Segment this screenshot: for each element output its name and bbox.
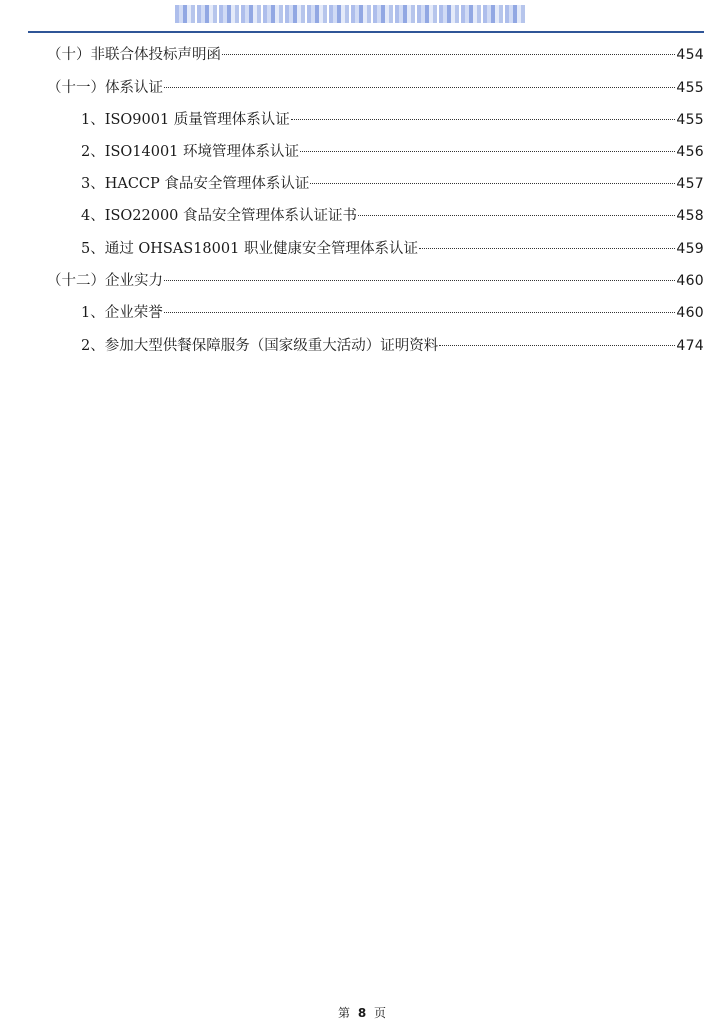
toc-entry-title: （十一）体系认证 [47,80,163,96]
toc-dot-leader [300,151,675,152]
toc-dot-leader [222,54,675,55]
toc-dot-leader [291,119,676,120]
toc-entry-page: 456 [676,144,704,160]
toc-entry-page: 458 [676,208,704,224]
footer-prefix: 第 [337,1006,350,1020]
toc-entry-title: 1、企业荣誉 [81,305,163,321]
footer-page-number: 8 [357,1006,367,1020]
toc-entry-page: 455 [676,112,704,128]
toc-entry-page: 457 [676,176,704,192]
toc-entry-title: 1、ISO9001 质量管理体系认证 [81,112,290,128]
toc-entry-title: 5、通过 OHSAS18001 职业健康安全管理体系认证 [81,241,418,257]
page-footer [0,1004,724,1021]
toc-dot-leader [358,215,675,216]
toc-entry-page: 459 [676,241,704,257]
toc-entry[interactable] [81,239,704,259]
toc-entry-page: 460 [676,305,704,321]
toc-entry-title: 3、HACCP 食品安全管理体系认证 [81,176,310,192]
toc-entry-title: 4、ISO22000 食品安全管理体系认证证书 [81,208,358,224]
toc-entry-page: 474 [676,338,704,354]
toc-entry-title: （十）非联合体投标声明函 [47,47,221,63]
header-company-name-redacted [160,3,540,25]
toc-dot-leader [164,87,675,88]
footer-suffix: 页 [374,1006,387,1020]
toc-entry-page: 460 [676,273,704,289]
toc-dot-leader [419,248,675,249]
toc-dot-leader [310,183,675,184]
toc-dot-leader [164,280,675,281]
toc-entry[interactable] [81,142,704,162]
toc-entry-title: 2、参加大型供餐保障服务（国家级重大活动）证明资料 [81,338,439,354]
toc-entry[interactable] [81,174,704,194]
toc-entry[interactable] [81,336,704,356]
toc-entry[interactable] [47,45,704,65]
toc-entry-page: 454 [676,47,704,63]
toc-dot-leader [164,312,676,313]
toc-entry[interactable] [47,271,704,291]
toc-dot-leader [439,345,675,346]
header-divider [28,31,704,33]
toc-entry-title: 2、ISO14001 环境管理体系认证 [81,144,300,160]
toc-entry[interactable] [81,110,704,130]
toc-entry[interactable] [81,303,704,323]
toc-entry-page: 455 [676,80,704,96]
toc-entry[interactable] [47,78,704,98]
toc-entry-title: （十二）企业实力 [47,273,163,289]
toc-entry[interactable] [81,206,704,226]
